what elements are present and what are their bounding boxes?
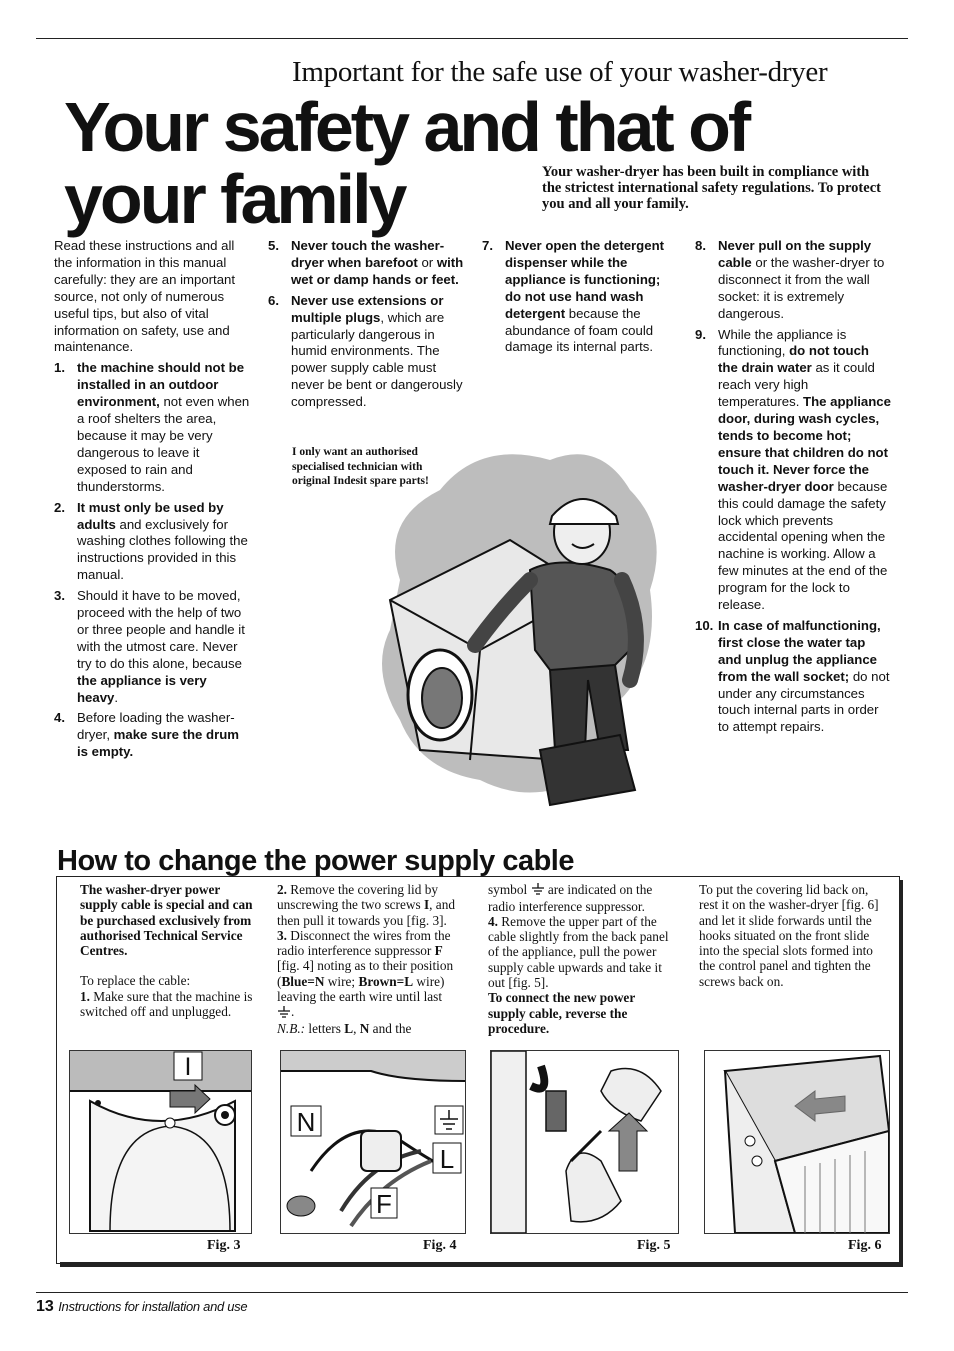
figure-3-caption: Fig. 3 <box>207 1238 241 1253</box>
cable-column-2 <box>277 882 459 1036</box>
suppressor-label: F <box>434 943 443 959</box>
step-text: Remove the upper part of the cable slightly from the back panel of the appliance, pull the power supply cable upwards and take it out [fig. 5]. <box>488 913 669 991</box>
figure-3-drawing <box>70 1051 251 1233</box>
figure-6-drawing <box>705 1051 889 1233</box>
step-number: 1. <box>80 988 90 1004</box>
cable-column-3 <box>488 882 670 1036</box>
item-bold: It must only be used by adults <box>77 499 224 532</box>
item-bold: with wet or damp hands or feet. <box>291 254 464 287</box>
screw-label-i: I <box>184 1053 192 1081</box>
safety-item-2 <box>54 500 250 585</box>
cable-step-2 <box>277 882 459 928</box>
suppressor-label-f: F <box>376 1189 392 1219</box>
item-text: Before loading the washer-dryer, <box>77 710 235 743</box>
safety-item-5 <box>268 238 464 289</box>
cable-step-1 <box>80 989 253 1020</box>
reconnect-note: To connect the new power supply cable, reverse the procedure. <box>488 990 635 1036</box>
item-number: 8. <box>695 238 706 253</box>
item-number: 5. <box>268 238 279 253</box>
item-text: . <box>114 689 119 705</box>
figure-4-caption: Fig. 4 <box>423 1238 457 1253</box>
letter-l: L <box>344 1020 354 1036</box>
page-number: 13 <box>36 1298 54 1315</box>
cable-step-4 <box>488 914 670 990</box>
letter-n: N <box>359 1020 370 1036</box>
item-bold: Never touch the washer-dryer when barefoot <box>291 238 445 270</box>
figure-6 <box>704 1050 890 1234</box>
safety-item-4 <box>54 710 250 761</box>
item-text: because this could damage the safety lock which prevents accidental opening when the nachine is working. Allow a few minutes at the end of the program for the lock to release. <box>718 478 888 613</box>
intro-text: Your washer-dryer has been built in compliance with the strictest international safety regulations. To protect you and all your family. <box>542 164 881 212</box>
bottom-rule <box>36 1292 908 1293</box>
item-bold: make sure the drum is empty. <box>77 727 239 760</box>
refit-lid-text: To put the covering lid back on, rest it on the washer-dryer [fig. 6] and let it slide forwards until the hooks situated on the front slide into the special slots formed into the control panel and tighten the screws back on. <box>699 882 879 989</box>
item-number: 1. <box>54 360 65 376</box>
technician-illustration <box>360 420 680 810</box>
safety-item-6 <box>268 293 464 411</box>
item-text: , which are particularly dangerous in humid environments. The power supply cable must never be bent or dangerously compressed. <box>291 309 463 410</box>
box-shadow-right <box>899 880 903 1265</box>
safety-column-1 <box>54 238 250 761</box>
item-bold: Never pull on the supply cable <box>718 238 872 270</box>
step-number: 2. <box>277 882 287 897</box>
figure-5-drawing <box>491 1051 678 1233</box>
step-text: wire; <box>324 973 359 989</box>
nb-text: letters <box>305 1020 345 1036</box>
symbol-text: are indicated on the radio interference suppressor. <box>488 882 653 914</box>
symbol-word: symbol <box>488 882 528 897</box>
item-text: and exclusively for washing clothes following the instructions provided in this manual. <box>77 516 248 583</box>
item-number: 7. <box>482 238 493 253</box>
item-bold: do not touch the drain water <box>718 343 869 376</box>
nb-label: N.B.: <box>277 1020 306 1036</box>
item-text: as it could reach very high temperatures. <box>718 360 875 410</box>
technician-callout: I only want an authorised specialised technician with original Indesit spare parts! <box>292 446 429 487</box>
to-replace-label: To replace the cable: <box>80 973 191 989</box>
footer-text: Instructions for installation and use <box>58 1299 248 1314</box>
cable-special-note: The washer-dryer power supply cable is special and can be purchased exclusively from authorised Technical Service Centres. <box>80 882 253 959</box>
step-text: wire) leaving the earth wire until last <box>277 973 445 1005</box>
page-title-line1: Your safety and that of <box>64 88 749 166</box>
item-text: or the washer-dryer to disconnect it from the wall socket: it is extremely dangerous. <box>718 254 885 321</box>
nb-text: and the <box>369 1020 412 1036</box>
figure-5-caption: Fig. 5 <box>637 1238 671 1253</box>
item-number: 4. <box>54 710 65 726</box>
earth-icon <box>435 1106 463 1134</box>
earth-icon <box>277 1006 291 1021</box>
nb-note <box>277 1021 459 1036</box>
item-text: Should it have to be moved, proceed with the help of two or three people and handle it with the utmost care. Never try to do this alone, because <box>77 588 245 671</box>
item-number: 6. <box>268 292 279 308</box>
cable-section-heading: How to change the power supply cable <box>57 845 574 877</box>
figure-5 <box>490 1050 679 1234</box>
item-bold: the appliance is very heavy <box>77 672 207 705</box>
step-text: [fig. 4] noting as to their position ( <box>277 958 454 989</box>
cable-column-1 <box>80 882 253 1019</box>
screw-label: I <box>423 897 430 913</box>
safety-item-3 <box>54 588 250 706</box>
safety-column-3 <box>482 238 677 356</box>
figure-4 <box>280 1050 466 1234</box>
top-rule <box>36 38 908 39</box>
safety-column-4 <box>695 238 891 736</box>
step-text: , and then pull it towards you [fig. 3]. <box>277 897 456 928</box>
earth-icon <box>531 883 545 898</box>
wire-label-n: N <box>296 1107 316 1137</box>
item-text: While the appliance is functioning, <box>718 326 847 359</box>
item-bold: Never use extensions or multiple plugs <box>291 292 444 325</box>
lead-paragraph: Read these instructions and all the information in this manual carefully: they are an important source, not only of numerous useful tips, but also of vital information on safety, use and maintenance. <box>54 238 236 355</box>
page-kicker: Important for the safe use of your washer-dryer <box>292 56 828 88</box>
nb-text: , <box>353 1020 360 1036</box>
step-number: 3. <box>277 927 287 943</box>
figure-3 <box>69 1050 252 1234</box>
step-number: 4. <box>488 913 498 929</box>
item-text: not even when a roof shelters the area, because it may be very dangerous to leave it exposed to rain and thunderstorms. <box>77 394 250 494</box>
page-footer <box>36 1298 247 1316</box>
item-number: 9. <box>695 326 706 342</box>
item-bold: In case of malfunctioning, first close the water tap and unplug the appliance from the wall socket; <box>718 617 881 684</box>
cable-step-3: 3. Disconnect the wires from the radio interference suppressor F [fig. 4] noting as to their position (Blue=N wire; Brown=L wire) leaving the earth wire until last . <box>277 927 454 1020</box>
item-bold: The appliance door, during wash cycles, tends to become hot; ensure that children do not touch it. Never force the washer-dryer door <box>718 394 891 494</box>
figure-4-drawing <box>281 1051 465 1233</box>
safety-item-10 <box>695 618 891 736</box>
item-text: because the abundance of foam could damage its internal parts. <box>505 305 654 355</box>
figure-6-caption: Fig. 6 <box>848 1238 882 1253</box>
box-shadow-bottom <box>60 1262 903 1267</box>
item-number: 2. <box>54 499 65 515</box>
step-text: Make sure that the machine is switched off and unplugged. <box>80 988 253 1020</box>
item-number: 10. <box>695 617 714 633</box>
item-text: or <box>417 254 437 270</box>
item-bold: Never open the detergent dispenser while the appliance is functioning; do not use hand wash detergent <box>505 238 665 321</box>
symbol-note <box>488 882 670 914</box>
safety-item-9 <box>695 327 891 614</box>
wire-label-l: L <box>439 1144 455 1174</box>
brown-wire-label: Brown=L <box>358 973 414 989</box>
item-text: do not under any circumstances touch internal parts in order to attempt repairs. <box>718 668 890 735</box>
item-number: 3. <box>54 588 65 604</box>
safety-column-2 <box>268 238 464 411</box>
safety-item-8 <box>695 238 891 323</box>
blue-wire-label: Blue=N <box>281 973 325 989</box>
page-title-line2: your family <box>64 160 405 238</box>
item-bold: the machine should not be installed in an outdoor environment, <box>77 360 245 410</box>
safety-item-1 <box>54 360 250 495</box>
step-text: Disconnect the wires from the radio interference suppressor <box>277 927 451 959</box>
cable-column-4 <box>699 882 881 989</box>
safety-item-7 <box>482 238 677 356</box>
step-text: Remove the covering lid by unscrewing the two screws <box>277 882 439 913</box>
